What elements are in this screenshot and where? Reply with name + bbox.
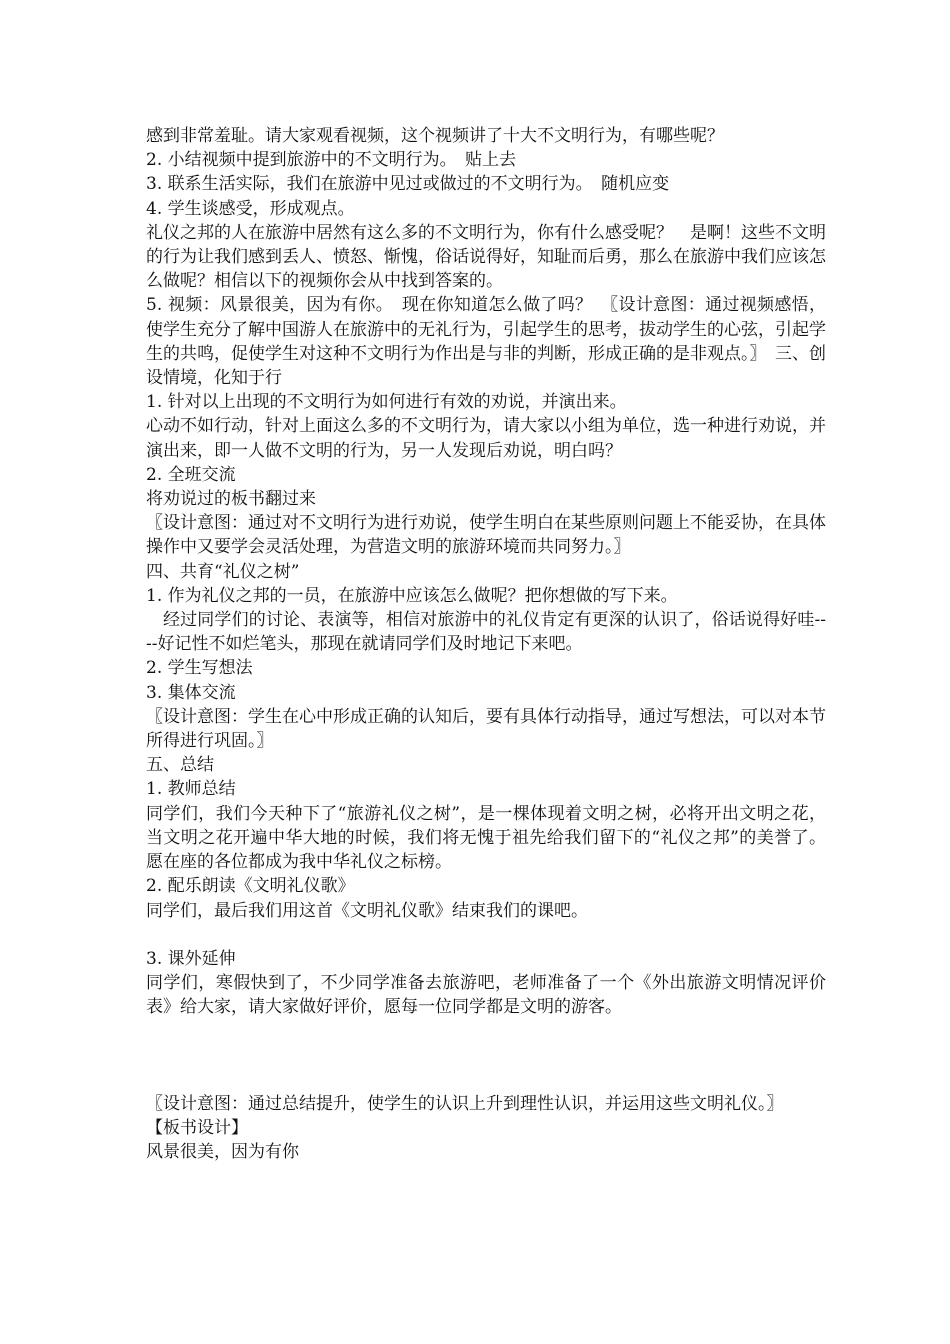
section-heading-5: 五、总结: [146, 755, 214, 776]
paragraph-group-exchange: 3. 集体交流: [146, 682, 236, 703]
blank-lines: [146, 1020, 826, 1068]
paragraph-teacher-summary: 1. 教师总结: [146, 779, 236, 800]
paragraph-recitation: 2. 配乐朗读《文明礼仪歌》: [146, 876, 355, 897]
paragraph-step-5: 5. 视频：风景很美，因为有你。 现在你知道怎么做了吗？ 〖设计意图：通过视频感悟，使学生充分了解中国游人在旅游中的无礼行为，引起学生的思考，拔动学生的心弦，引起学生的共鸣，促使学生对这种不文明行为作出是与非的判断，形成正确的是非观点。〗 三、创设情境，化知于行: [146, 295, 826, 389]
board-design-heading: 【板书设计】: [146, 1118, 248, 1139]
paragraph-extension: 3. 课外延伸: [146, 948, 236, 969]
paragraph-step-2: 2. 小结视频中提到旅游中的不文明行为。 贴上去: [146, 150, 517, 171]
paragraph-video-intro: 感到非常羞耻。请大家观看视频，这个视频讲了十大不文明行为，有哪些呢？: [146, 126, 724, 146]
paragraph-feelings: 礼仪之邦的人在旅游中居然有这么多的不文明行为，你有什么感受呢？ 是啊！这些不文明的行为让我们感到丢人、愤怒、惭愧，俗话说得好，知耻而后勇，那么在旅游中我们应该怎么做呢？相信以下的视频你会从中找到答案的。: [146, 222, 826, 292]
paragraph-summary-text: 同学们，我们今天种下了“旅游礼仪之树”，是一棵体现着文明之树，必将开出文明之花，当文明之花开遍中华大地的时候，我们将无愧于祖先给我们留下的“礼仪之邦”的美誉了。愿在座的各位都成为我中华礼仪之标榜。: [146, 803, 826, 873]
paragraph-design-intent-3: 〖设计意图：通过对不文明行为进行劝说，使学生明白在某些原则问题上不能妥协，在具体操作中又要学会灵活处理，为营造文明的旅游环境而共同努力。〗: [146, 513, 826, 558]
paragraph-flip-board: 将劝说过的板书翻过来: [146, 489, 316, 510]
paragraph-write-ideas: 2. 学生写想法: [146, 658, 253, 679]
blank-line: [146, 923, 826, 947]
paragraph-step-4: 4. 学生谈感受，形成观点。: [146, 198, 355, 219]
paragraph-persuade-act: 心动不如行动，针对上面这么多的不文明行为，请大家以小组为单位，选一种进行劝说，并演出来，即一人做不文明的行为，另一人发现后劝说，明白吗？: [146, 416, 826, 461]
document-body: [146, 124, 826, 1165]
board-design-text: 风景很美，因为有你: [146, 1142, 299, 1163]
paragraph-extension-text: 同学们，寒假快到了，不少同学准备去旅游吧，老师准备了一个《外出旅游文明情况评价表》给大家，请大家做好评价，愿每一位同学都是文明的游客。: [146, 973, 826, 1018]
paragraph-discussion: 经过同学们的讨论、表演等，相信对旅游中的礼仪肯定有更深的认识了，俗话说得好哇----好记性不如烂笔头，那现在就请同学们及时地记下来吧。: [146, 610, 826, 655]
paragraph-write-down: 1. 作为礼仪之邦的一员，在旅游中应该怎么做呢？把你想做的写下来。: [146, 585, 678, 606]
paragraph-design-intent-5: 〖设计意图：通过总结提升，使学生的认识上升到理性认识，并运用这些文明礼仪。〗: [146, 1094, 784, 1115]
paragraph-closing-song: 同学们，最后我们用这首《文明礼仪歌》结束我们的课吧。: [146, 900, 588, 921]
paragraph-step-3: 3. 联系生活实际，我们在旅游中见过或做过的不文明行为。 随机应变: [146, 174, 670, 195]
paragraph-design-intent-4: 〖设计意图：学生在心中形成正确的认知后，要有具体行动指导，通过写想法，可以对本节所得进行巩固。〗: [146, 706, 826, 752]
section-heading-4: 四、共育“礼仪之树”: [146, 561, 300, 582]
paragraph-class-exchange: 2. 全班交流: [146, 464, 236, 485]
paragraph-persuade-1: 1. 针对以上出现的不文明行为如何进行有效的劝说，并演出来。: [146, 392, 627, 413]
blank-line: [146, 1068, 826, 1092]
